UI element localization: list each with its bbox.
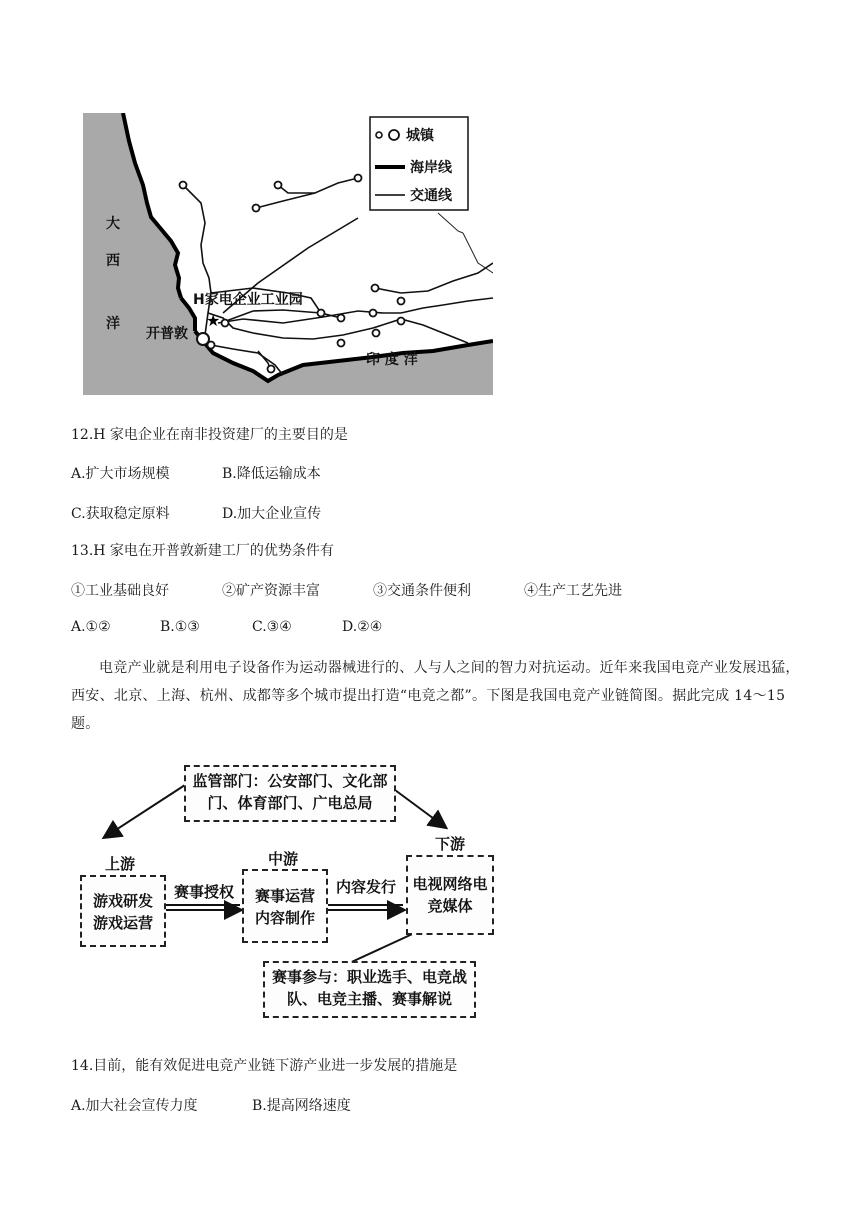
map-legend (370, 117, 468, 210)
atlantic-label-2: 西 (106, 253, 120, 269)
q12-option-c[interactable]: C.获取稳定原料 (71, 506, 170, 522)
question-14-stem: 14.目前，能有效促进电竞产业链下游产业进一步发展的措施是 (71, 1058, 458, 1074)
arrow-label-event-license: 赛事授权 (174, 883, 235, 901)
atlantic-label-1: 大 (106, 216, 120, 232)
cape-town-label: 开普敦 (146, 326, 188, 342)
arrow-to-downstream (395, 790, 445, 827)
legend-town-label: 城镇 (406, 128, 434, 144)
large-town-icon (389, 130, 399, 140)
question-12-stem: 12.H 家电企业在南非投资建厂的主要目的是 (71, 427, 348, 443)
q12-option-b[interactable]: B.降低运输成本 (222, 466, 321, 482)
q13-option-d[interactable]: D.②④ (342, 619, 383, 635)
atlantic-label-3: 洋 (106, 316, 120, 332)
legend-traffic-label: 交通线 (410, 188, 452, 204)
q13-condition-1: ①工业基础良好 (71, 583, 169, 599)
indian-ocean-label: 印 度 洋 (366, 352, 418, 368)
q13-condition-2: ②矿产资源丰富 (222, 583, 320, 599)
q14-option-a[interactable]: A.加大社会宣传力度 (71, 1098, 198, 1114)
upstream-box: 游戏研发游戏运营 (80, 875, 166, 947)
cape-town-marker (197, 333, 209, 345)
q13-option-c[interactable]: C.③④ (252, 619, 292, 635)
downstream-box: 电视网络电竞媒体 (406, 855, 494, 935)
esports-passage: 电竞产业就是利用电子设备作为运动器械进行的、人与人之间的智力对抗运动。近年来我国电竞产业发展迅猛，西安、北京、上海、杭州、成都等多个城市提出打造“电竞之都”。下图是我国电竞产业链简图。据此完成 14～15 题。 (71, 660, 800, 732)
arrow-label-content-release: 内容发行 (336, 878, 397, 896)
small-town-icon (376, 132, 382, 138)
midstream-title: 中游 (268, 850, 299, 868)
map-figure (83, 113, 493, 395)
q14-option-b[interactable]: B.提高网络速度 (252, 1098, 351, 1114)
q12-option-d[interactable]: D.加大企业宣传 (222, 506, 322, 522)
arrow-to-upstream (105, 785, 185, 837)
esports-industry-chain-diagram (70, 755, 530, 1035)
industrial-park-label: H家电企业工业园 (193, 292, 303, 308)
q13-condition-3: ③交通条件便利 (373, 583, 471, 599)
q13-option-a[interactable]: A.①② (71, 619, 111, 635)
supervision-box: 监管部门：公安部门、文化部门、体育部门、广电总局 (184, 765, 396, 822)
legend-coastline-label: 海岸线 (410, 160, 452, 176)
q13-condition-4: ④生产工艺先进 (524, 583, 622, 599)
q13-option-b[interactable]: B.①③ (160, 619, 200, 635)
upstream-title: 上游 (105, 855, 136, 873)
question-13-stem: 13.H 家电在开普敦新建工厂的优势条件有 (71, 543, 334, 559)
midstream-box: 赛事运营内容制作 (242, 869, 328, 943)
q12-option-a[interactable]: A.扩大市场规模 (71, 466, 170, 482)
participation-box: 赛事参与：职业选手、电竞战队、电竞主播、赛事解说 (263, 961, 476, 1018)
industrial-park-star-icon: ★ (206, 311, 221, 330)
downstream-title: 下游 (435, 835, 466, 853)
